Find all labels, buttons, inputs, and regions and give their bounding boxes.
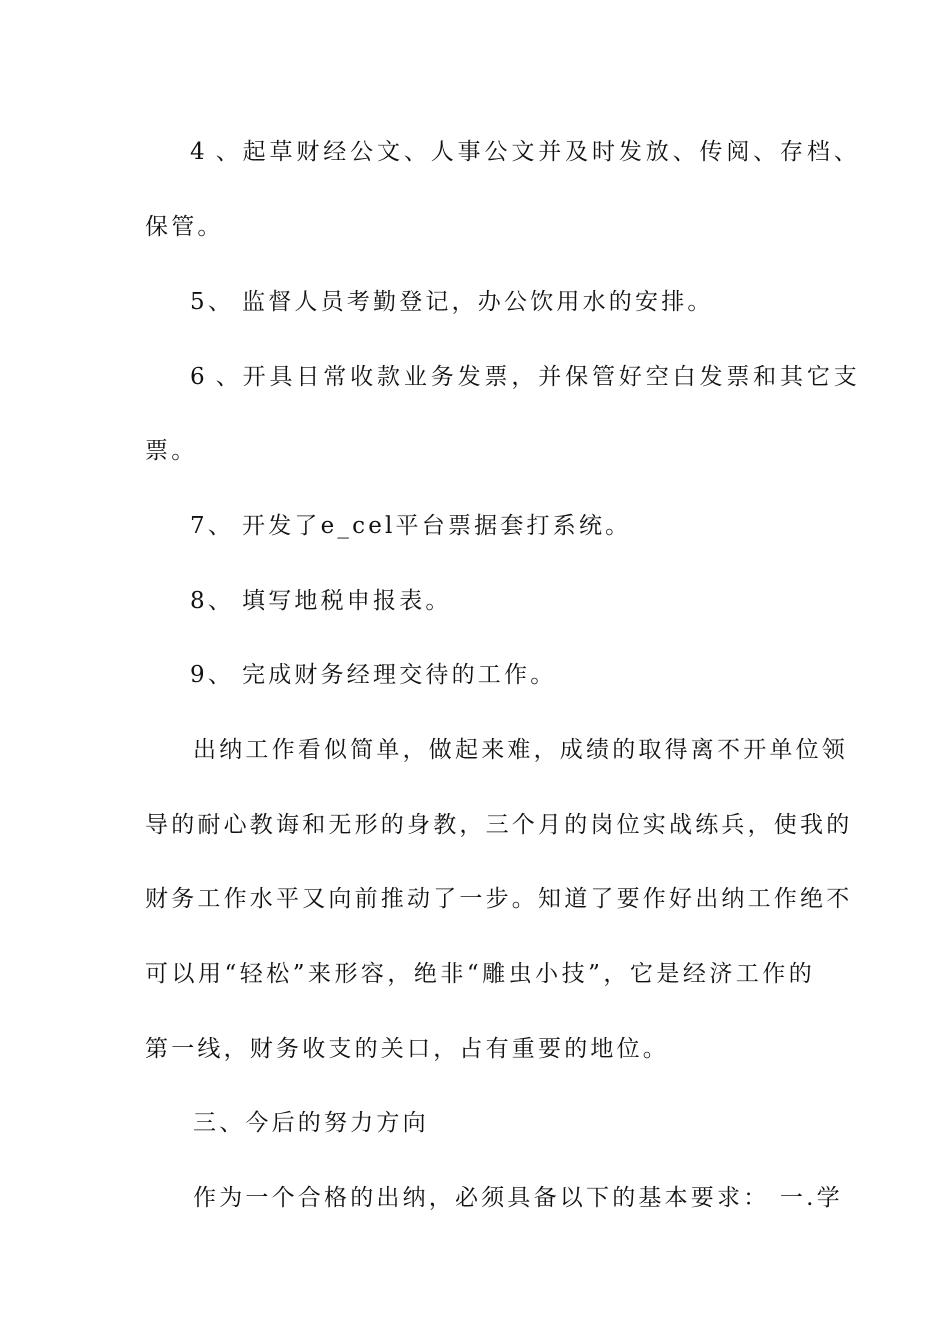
paragraph-line: 财务工作水平又向前推动了一步。知道了要作好出纳工作绝不 (145, 886, 853, 912)
item-text: 填写地税申报表。 (242, 588, 452, 614)
list-item-5 (190, 287, 860, 317)
paragraph-line: 作为一个合格的出纳，必须具备以下的基本要求： 一.学 (193, 1185, 843, 1211)
list-item-6-continuation: 票。 (145, 438, 198, 464)
item-text: 完成财务经理交待的工作。 (242, 662, 557, 688)
item-number: 4、 (190, 139, 242, 165)
item-number: 7、 (190, 513, 235, 539)
item-text: 开发了e_cel平台票据套打系统。 (242, 513, 632, 539)
list-item-6 (190, 362, 860, 392)
item-text: 起草财经公文、人事公文并及时发放、传阅、存档、 (242, 139, 860, 165)
list-item-4-continuation: 保管。 (145, 214, 224, 240)
list-item-7 (190, 511, 860, 541)
paragraph-line: 导的耐心教诲和无形的身教，三个月的岗位实战练兵，使我的 (145, 812, 853, 838)
paragraph-line: 可以用“轻松”来形容，绝非“雕虫小技”，它是经济工作的 (145, 961, 815, 987)
paragraph-line: 第一线，财务收支的关口，占有重要的地位。 (145, 1036, 669, 1062)
item-number: 8、 (190, 588, 235, 614)
list-item-9 (190, 660, 860, 690)
item-text: 监督人员考勤登记，办公饮用水的安排。 (242, 289, 714, 315)
section-heading: 三、今后的努力方向 (193, 1110, 429, 1136)
item-number: 9、 (190, 662, 235, 688)
item-text: 开具日常收款业务发票，并保管好空白发票和其它支 (242, 364, 860, 390)
item-number: 6、 (190, 364, 242, 390)
list-item-4 (190, 137, 860, 167)
list-item-8 (190, 586, 860, 616)
paragraph-line: 出纳工作看似简单，做起来难，成绩的取得离不开单位领 (193, 737, 848, 763)
item-number: 5、 (190, 289, 235, 315)
